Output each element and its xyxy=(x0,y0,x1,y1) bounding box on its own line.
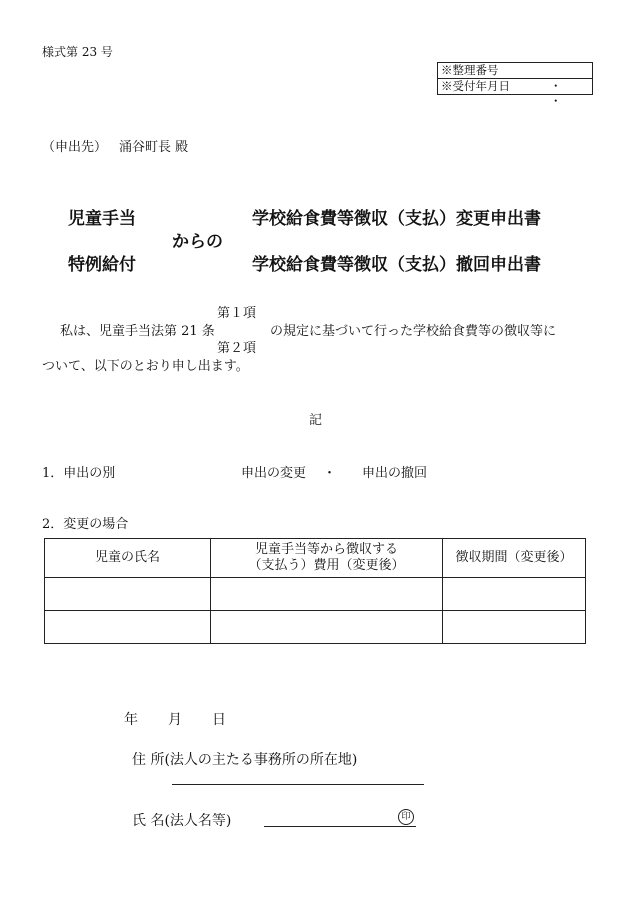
address-field[interactable] xyxy=(172,784,424,785)
name-field[interactable] xyxy=(264,826,416,827)
header-period: 徴収期間（変更後） xyxy=(443,539,586,578)
title-from: からの xyxy=(172,232,223,252)
reference-box xyxy=(437,62,593,108)
seal-mark: 印 xyxy=(398,809,414,825)
clause-1: 第１項 xyxy=(217,306,257,321)
fee-cell[interactable] xyxy=(211,578,443,611)
title-change-request: 学校給食費等徴収（支払）変更申出書 xyxy=(252,209,541,229)
table-header-row xyxy=(45,539,586,578)
statement-line1-start: 私は、児童手当法第 21 条 xyxy=(60,324,215,339)
header-fee-line1: 児童手当等から徴収する xyxy=(254,542,398,557)
received-date-field[interactable] xyxy=(438,78,592,108)
addressee-mayor: 涌谷町長 殿 xyxy=(119,140,189,155)
header-child-name: 児童の氏名 xyxy=(45,539,211,578)
received-date-dots: ・ ・ xyxy=(550,79,572,108)
option-change[interactable]: 申出の変更 xyxy=(241,466,307,481)
title-special-benefit: 特例給付 xyxy=(68,255,136,275)
table-row xyxy=(45,611,586,644)
title-withdraw-request: 学校給食費等徴収（支払）撤回申出書 xyxy=(252,255,541,275)
section1-label: 1．申出の別 xyxy=(42,466,116,481)
header-fee-line2: （支払う）費用（変更後） xyxy=(248,558,405,573)
change-table xyxy=(44,538,586,644)
child-name-cell[interactable] xyxy=(45,578,211,611)
address-label: 住 所(法人の主たる事務所の所在地) xyxy=(132,752,358,768)
addressee xyxy=(42,136,188,155)
reference-number-label: ※整理番号 xyxy=(441,63,499,77)
clause-2: 第２項 xyxy=(217,341,257,356)
child-name-cell[interactable] xyxy=(45,611,211,644)
table-row xyxy=(45,578,586,611)
fee-cell[interactable] xyxy=(211,611,443,644)
statement-line2: ついて、以下のとおり申し出ます。 xyxy=(42,359,249,374)
period-cell[interactable] xyxy=(443,611,586,644)
form-number: 様式第 23 号 xyxy=(42,45,113,59)
statement-line1-end: の規定に基づいて行った学校給食費等の徴収等に xyxy=(270,324,557,339)
option-withdraw[interactable]: 申出の撤回 xyxy=(362,466,428,481)
option-separator: ・ xyxy=(323,466,337,481)
reference-number-field[interactable] xyxy=(438,63,592,78)
section2-label: 2．変更の場合 xyxy=(42,517,129,532)
date-day: 日 xyxy=(212,712,226,728)
name-label: 氏 名(法人名等) xyxy=(132,813,232,829)
ki-heading: 記 xyxy=(309,413,323,428)
date-year: 年 xyxy=(124,712,138,728)
date-line[interactable] xyxy=(124,709,226,729)
period-cell[interactable] xyxy=(443,578,586,611)
addressee-label: （申出先） xyxy=(42,140,108,155)
received-date-label: ※受付年月日 xyxy=(441,79,510,93)
header-fee xyxy=(211,539,443,578)
title-child-allowance: 児童手当 xyxy=(68,209,136,229)
date-month: 月 xyxy=(168,712,182,728)
